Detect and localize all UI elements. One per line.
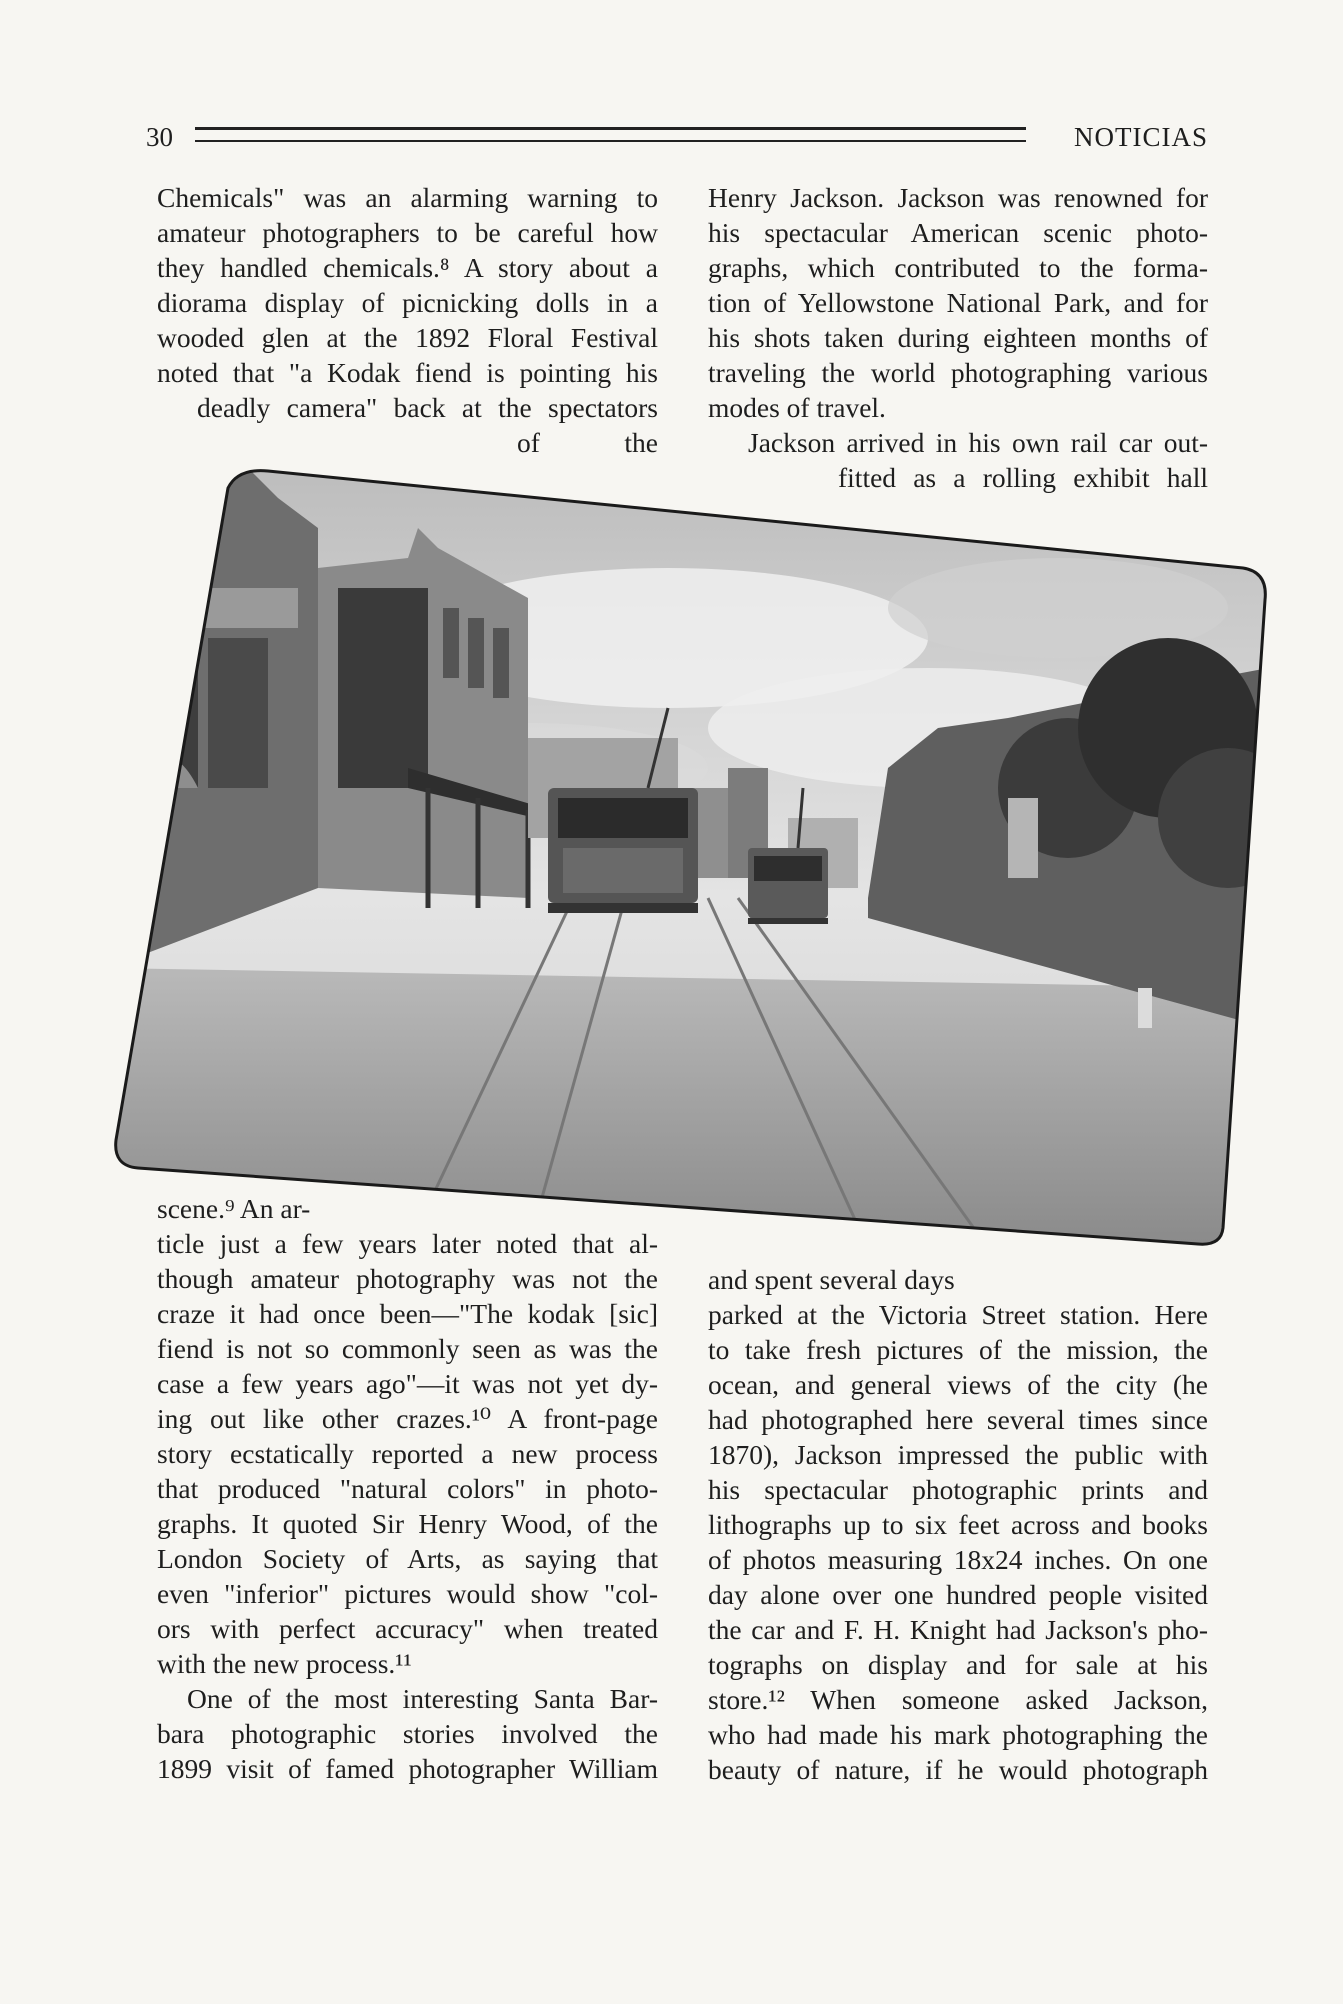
text-line: Chemicals" was an alarming warning to: [157, 182, 658, 213]
text-line: Jackson arrived in his own rail car out-: [748, 427, 1208, 458]
text-line: of photos measuring 18x24 inches. On one: [708, 1544, 1208, 1575]
text-line: scene.⁹ An ar-: [157, 1193, 311, 1224]
text-line: amateur photographers to be careful how: [157, 217, 658, 248]
text-line: ors with perfect accuracy" when treated: [157, 1613, 658, 1644]
text-line: modes of travel.: [708, 392, 886, 423]
text-line: wooded glen at the 1892 Floral Festival: [157, 322, 658, 353]
text-line: tographs on display and for sale at his: [708, 1649, 1208, 1680]
text-line: London Society of Arts, as saying that: [157, 1543, 658, 1574]
text-line: and spent several days: [708, 1264, 955, 1295]
text-line: story ecstatically reported a new process: [157, 1438, 658, 1469]
text-line: deadly camera" back at the spectators: [197, 392, 658, 423]
text-line: diorama display of picnicking dolls in a: [157, 287, 658, 318]
text-line: to take fresh pictures of the mission, the: [708, 1334, 1208, 1365]
text-line: his spectacular photographic prints and: [708, 1474, 1208, 1505]
text-line: his shots taken during eighteen months of: [708, 322, 1208, 353]
text-line: day alone over one hundred people visited: [708, 1579, 1208, 1610]
journal-title: NOTICIAS: [1074, 122, 1208, 152]
text-line: ticle just a few years later noted that al-: [157, 1228, 658, 1259]
text-line: store.¹² When someone asked Jackson,: [708, 1684, 1208, 1715]
text-line: beauty of nature, if he would photograph: [708, 1754, 1208, 1785]
text-line: fitted as a rolling exhibit hall: [838, 462, 1208, 493]
text-line: 1870), Jackson impressed the public with: [708, 1439, 1208, 1470]
text-line: craze it had once been—"The kodak [sic]: [157, 1298, 658, 1329]
left-column-bottom: [157, 1191, 658, 1786]
text-line: of the: [517, 427, 658, 458]
text-line: Henry Jackson. Jackson was renowned for: [708, 182, 1208, 213]
text-line: though amateur photography was not the: [157, 1263, 658, 1294]
text-line: ocean, and general views of the city (he: [708, 1369, 1208, 1400]
page-number: 30: [146, 122, 173, 152]
text-line: fiend is not so commonly seen as was the: [157, 1333, 658, 1364]
text-line: graphs. It quoted Sir Henry Wood, of the: [157, 1508, 658, 1539]
text-line: graphs, which contributed to the forma-: [708, 252, 1208, 283]
text-line: lithographs up to six feet across and books: [708, 1509, 1208, 1540]
text-line: they handled chemicals.⁸ A story about a: [157, 252, 658, 283]
text-line: that produced "natural colors" in photo-: [157, 1473, 658, 1504]
text-line: parked at the Victoria Street station. Here: [708, 1299, 1208, 1330]
text-line: traveling the world photographing various: [708, 357, 1208, 388]
text-line: with the new process.¹¹: [157, 1648, 412, 1679]
text-line: case a few years ago"—it was not yet dy-: [157, 1368, 658, 1399]
text-line: 1899 visit of famed photographer William: [157, 1753, 658, 1784]
text-line: had photographed here several times since: [708, 1404, 1208, 1435]
header-rule-top: [195, 127, 1026, 130]
text-line: One of the most interesting Santa Bar-: [187, 1683, 658, 1714]
text-line: even "inferior" pictures would show "col-: [157, 1578, 658, 1609]
text-line: ing out like other crazes.¹⁰ A front-page: [157, 1403, 658, 1434]
text-line: noted that "a Kodak fiend is pointing his: [157, 357, 658, 388]
right-column-bottom: [708, 1262, 1208, 1787]
street-photograph: [108, 468, 1268, 1248]
text-line: bara photographic stories involved the: [157, 1718, 658, 1749]
text-line: who had made his mark photographing the: [708, 1719, 1208, 1750]
header-rule-bottom: [195, 140, 1026, 142]
text-line: the car and F. H. Knight had Jackson's pho-: [708, 1614, 1208, 1645]
text-line: tion of Yellowstone National Park, and for: [708, 287, 1208, 318]
text-line: his spectacular American scenic photo-: [708, 217, 1208, 248]
right-column-top: [708, 180, 1208, 495]
left-column-top: [157, 180, 658, 460]
